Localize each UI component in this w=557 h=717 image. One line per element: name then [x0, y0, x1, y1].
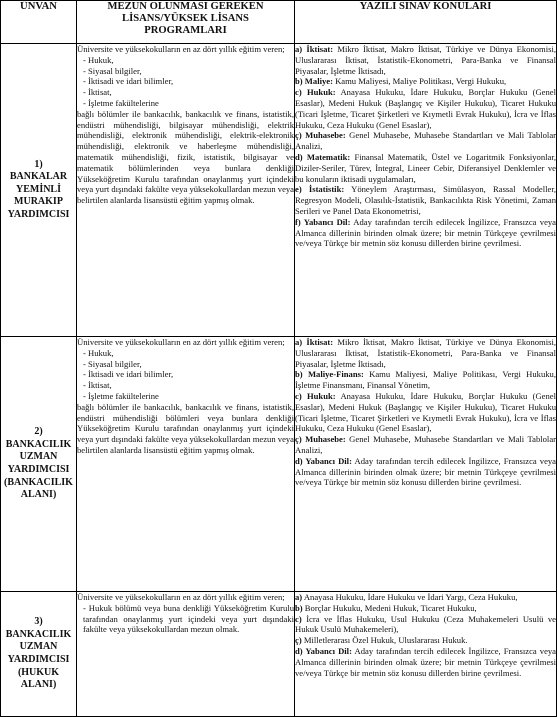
- table-row: [1, 337, 557, 592]
- subject-text: Aday tarafından tercih edilecek İngilizce, Fransızca veya Almanca dillerinin birinden olmak üzere; bir metnin Türkçeye çevrilmesi ve/veya Türkçe bir metnin söz konusu dillerden birine çevrilmesi.: [295, 216, 556, 249]
- subject-item: [295, 87, 556, 130]
- subject-text: Genel Muhasebe, Muhasebe Standartları ve Mali Tablolar Analizi,: [295, 130, 556, 152]
- education-line: Üniversite ve yüksekokulların en az dört yıllık eğitim veren;: [77, 592, 285, 602]
- exam-subjects: [295, 44, 557, 337]
- position-title: [1, 592, 77, 717]
- subject-text: Aday tarafından tercih edilecek İngilizce, Fransızca veya Almanca dillerinin birinden olmak üzere; bir metnin Türkçeye çevrilmesi ve/veya Türkçe bir metnin söz konusu dillerden birine çevrilmesi.: [295, 455, 556, 488]
- subject-item: [295, 44, 556, 76]
- position-title-line: 3): [34, 616, 43, 628]
- exam-subjects: [295, 592, 557, 717]
- subject-key: b) Maliye-Finans:: [295, 369, 364, 380]
- position-title-line: 1): [34, 158, 43, 170]
- subject-text: Yöneylem Araştırması, Simülasyon, Rassal Modeller, Regresyon Modeli, Olasılık-İstatistik, Bankacılıkta Risk Yönetimi, Zaman Serileri ve Panel Data Ekonometrisi,: [295, 184, 556, 216]
- subject-text: Mikro İktisat, Makro İktisat, Türkiye ve Dünya Ekonomisi, Uluslararası İktisat, İstatistik-Ekonometri, Para-Banka ve Finansal Piyasalar, İşletme İktisadı,: [295, 44, 556, 76]
- subject-key: d) Yabancı Dil:: [295, 645, 352, 656]
- subject-key: c): [295, 613, 302, 624]
- subject-text: Kamu Maliyesi, Maliye Politikası, Vergi Hukuku, İşletme Finansmanı, Finansal Yönetim,: [295, 369, 556, 391]
- education-line: - Hukuk,: [83, 54, 114, 65]
- subject-item: [295, 434, 556, 456]
- subject-text: Genel Muhasebe, Muhasebe Standartları ve Mali Tablolar Analizi,: [295, 434, 556, 455]
- subject-key: c) Hukuk:: [295, 87, 336, 98]
- education-line: - Hukuk,: [83, 347, 114, 358]
- subject-text: Kamu Maliyesi, Maliye Politikası, Vergi Hukuku,: [332, 76, 507, 87]
- subject-text: Finansal Matematik, Üstel ve Logaritmik Fonksiyonlar, Diziler-Seriler, Türev, İntegral, Lineer Cebir, Diferansiyel Denklemler ve bu konuların iktisadi uygulamaları,: [295, 151, 556, 184]
- subject-text: Milletlerarası Özel Hukuk, Uluslararası Hukuk.: [301, 635, 468, 646]
- exam-subjects: [295, 337, 557, 592]
- position-title-line: 2): [34, 426, 43, 438]
- position-title-line: UZMAN: [19, 451, 58, 463]
- subject-item: [295, 76, 556, 87]
- subject-key: c) Hukuk:: [295, 390, 336, 401]
- header-education: [77, 1, 295, 44]
- education-line: - Siyasal bilgiler,: [83, 358, 142, 369]
- subject-item: [295, 635, 556, 646]
- subject-item: [295, 369, 556, 391]
- subject-key: ç) Muhasebe:: [295, 130, 346, 141]
- subject-key: a) İktisat:: [295, 44, 334, 54]
- subject-key: d) Matematik:: [295, 151, 351, 162]
- education-line: - İktisat,: [83, 87, 112, 98]
- subject-item: [295, 337, 556, 369]
- subject-key: ç) Muhasebe:: [295, 434, 346, 445]
- education-requirements: [77, 337, 295, 592]
- education-line: - Hukuk bölümü veya buna denkliği Yükseköğretim Kurulu tarafından onaylanmış yurt içindeki veya yurt dışındaki fakülte veya yüksekokullardan mezun olmak.: [83, 602, 294, 635]
- subject-text: Mikro İktisat, Makro İktisat, Türkiye ve Dünya Ekonomisi, Uluslararası İktisat, İstatistik-Ekonometri, Para-Banka ve Finansal Piyasalar, İşletme İktisadı,: [295, 337, 556, 369]
- position-title-line: YARDIMCISI: [7, 208, 70, 220]
- subject-text: İcra ve İflas Hukuku, Usul Hukuku (Ceza Muhakemeleri Usulü ve Hukuk Usulü Muhakemeleri),: [295, 613, 556, 635]
- position-title-line: BANKACILIK: [5, 628, 72, 640]
- education-line: Üniversite ve yüksekokulların en az dört yıllık eğitim veren;: [77, 337, 285, 347]
- subject-item: [295, 592, 556, 603]
- position-title: [1, 44, 77, 337]
- subject-item: [295, 603, 556, 614]
- header-row: [1, 1, 557, 44]
- header-education-line: MEZUN OLUNMASI GEREKEN: [107, 1, 264, 12]
- education-requirements: [77, 44, 295, 337]
- subject-item: [295, 391, 556, 434]
- education-line: - İşletme fakültelerine: [83, 390, 159, 401]
- subject-key: a): [295, 592, 303, 602]
- education-line: - İktisadi ve idari bilimler,: [83, 76, 174, 87]
- position-title-line: YARDIMCISI: [7, 654, 70, 665]
- position-title-line: (BANKACILIK: [4, 476, 73, 488]
- education-line: bağlı bölümler ile bankacılık, bankacılık ve finans, istatistik, endüstri mühendisliği, bilgisayar mühendisliği, elektrik mühendisliği, elektronik mühendisliği, elektrik-elektronik mühendisliği, elektronik ve haberleşme mühendisliği, matematik mühendisliği, fizik, istatistik, bilgisayar ve matematik bölümlerinden veya bunlara denkliği Yükseköğretim Kurulu tarafından onaylanmış yurt içindeki veya yurt dışındaki fakülte veya yüksekokullardan mezun veya belirtilen alanlarda lisansüstü eğitim yapmış olmak.: [77, 108, 294, 206]
- subject-key: d) Yabancı Dil:: [295, 455, 352, 466]
- header-exam-subjects: YAZILI SINAV KONULARI: [295, 1, 557, 44]
- subject-key: f) Yabancı Dil:: [295, 216, 351, 227]
- subject-text: Anayasa Hukuku, İdare Hukuku, Borçlar Hukuku (Genel Esaslar), Medeni Hukuk (Başlangıç ve Kişiler Hukuku), Ticaret Hukuku (Ticari İşletme, Ticaret Şirketleri ve Kıymetli Evrak Hukuku), İcra ve İflas Hukuku, Ceza Hukuku (Genel Esaslar),: [295, 390, 556, 434]
- education-line: Üniversite ve yüksekokulların en az dört yıllık eğitim veren;: [77, 44, 285, 54]
- subject-text: Borçlar Hukuku, Medeni Hukuk, Ticaret Hukuku,: [302, 602, 477, 613]
- subject-key: b): [295, 602, 303, 613]
- education-requirements: [77, 592, 295, 717]
- position-title-line: YEMİNLİ: [15, 183, 61, 195]
- position-title-line: BANKALAR: [9, 171, 68, 183]
- subject-text: Anayasa Hukuku, İdare Hukuku ve İdari Yargı, Ceza Hukuku,: [302, 592, 518, 602]
- header-education-line: PROGRAMLARI: [144, 25, 227, 36]
- subject-item: [295, 217, 556, 249]
- subject-item: [295, 646, 556, 678]
- subject-item: [295, 456, 556, 488]
- table-row: [1, 44, 557, 337]
- position-title-line: ALANI): [20, 679, 57, 691]
- subject-item: [295, 152, 556, 184]
- position-title-line: UZMAN: [19, 641, 58, 653]
- header-education-line: LİSANS/YÜKSEK LİSANS: [122, 13, 249, 24]
- subject-key: b) Maliye:: [295, 76, 333, 87]
- education-line: - Siyasal bilgiler,: [83, 65, 142, 76]
- position-title-line: MURAKIP: [14, 196, 63, 208]
- table-row: [1, 592, 557, 717]
- subject-key: e) İstatistik:: [295, 184, 345, 195]
- subject-text: Anayasa Hukuku, İdare Hukuku, Borçlar Hukuku (Genel Esaslar), Medeni Hukuk (Başlangıç ve Kişiler Hukuku), Ticaret Hukuku (Ticari İşletme, Ticaret Şirketleri ve Kıymetli Evrak Hukuku), İcra ve İflas Hukuku, Ceza Hukuku (Genel Esaslar),: [295, 87, 556, 130]
- position-title-line: ALANI): [20, 489, 57, 501]
- education-line: - İktisat,: [83, 380, 112, 391]
- education-line: bağlı bölümler ile bankacılık, bankacılık ve finans, istatistik, endüstri mühendisliği bölümleri veya bunlara denkliği Yükseköğretim Kurulu tarafından onaylanmış yurt içindeki veya yurt dışındaki fakülte veya yüksekokullardan mezun veya belirtilen alanlarda lisansüstü eğitim yapmış olmak.: [77, 401, 294, 455]
- subject-key: a) İktisat:: [295, 337, 334, 347]
- education-line: - İşletme fakültelerine: [83, 97, 159, 108]
- subject-text: Aday tarafından tercih edilecek İngilizce, Fransızca veya Almanca dillerinin birinden olmak üzere; bir metnin Türkçeye çevrilmesi ve/veya Türkçe bir metnin söz konusu dillerden birine çevrilmesi.: [295, 645, 556, 678]
- position-title-line: (HUKUK: [17, 666, 60, 678]
- subject-item: [295, 614, 556, 636]
- position-title-line: BANKACILIK: [5, 438, 72, 450]
- position-title-line: YARDIMCISI: [7, 464, 70, 475]
- subject-item: [295, 130, 556, 152]
- header-title: ÜNVAN: [1, 1, 77, 44]
- subject-item: [295, 184, 556, 216]
- education-line: - İktisadi ve idari bilimler,: [83, 369, 174, 380]
- position-title: [1, 337, 77, 592]
- subject-key: ç): [295, 635, 302, 646]
